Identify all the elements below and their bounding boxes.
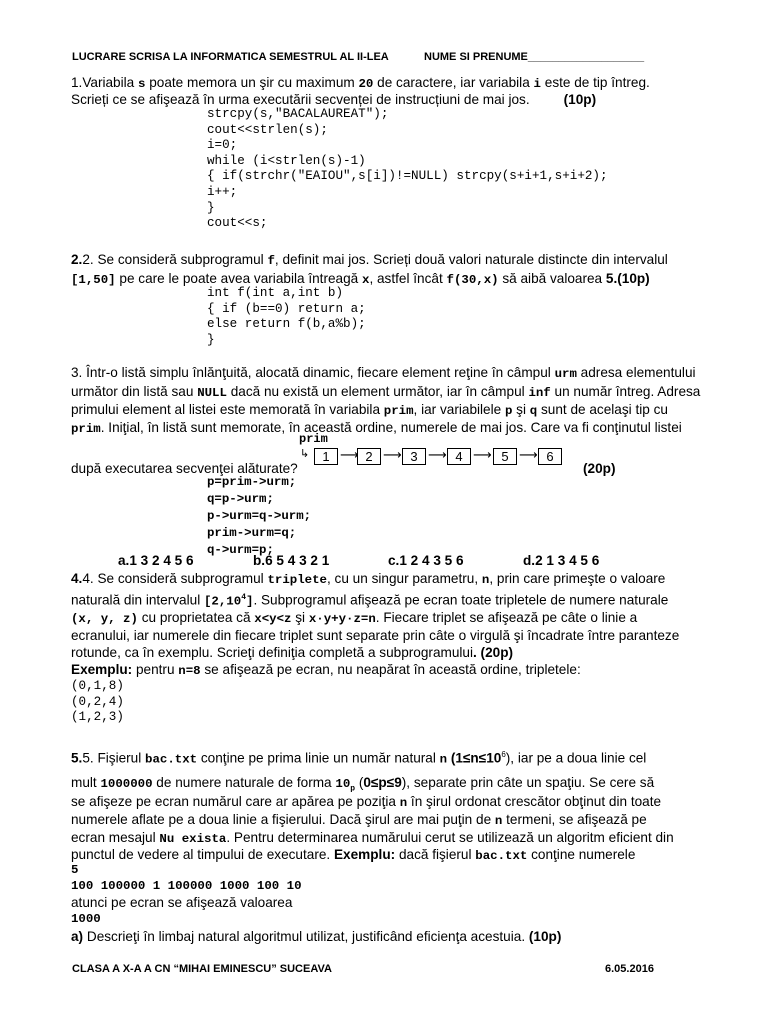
q5-line3: se afişeze pe ecran numărul care ar apărea pe poziţia n în şirul ordonat crescător obţinut din toate — [71, 794, 662, 810]
code-line: } — [207, 332, 215, 347]
q4-line2: naturală din intervalul [2,10$^4$]. Subprogramul afişează pe ecran toate tripletele de numere naturale — [71, 592, 669, 609]
q1-points: (10p) — [563, 92, 597, 107]
q3-line1: 3. Într-o listă simplu înlănţuită, alocată dinamic, fiecare element reţine în câmpul urm adresa elementului — [71, 365, 696, 381]
code-line: p=prim->urm; — [207, 475, 297, 489]
q1-code-block — [207, 107, 608, 232]
arrow-icon: ⟶ — [519, 448, 538, 463]
q5-line5: ecran mesajul Nu exista. Pentru determinarea numărului cerut se utilizează un algoritm eficient din — [71, 830, 674, 846]
arrow-icon: ⟶ — [383, 448, 402, 463]
q5-line7: atunci pe ecran se afişează valoarea — [71, 895, 293, 910]
name-field-label: NUME SI PRENUME___________________ — [424, 51, 645, 63]
footer-school: CLASA A X-A A CN “MIHAI EMINESCU” SUCEAVA — [72, 963, 332, 975]
code-line: int f(int a,int b) — [207, 286, 344, 300]
code-line: p->urm=q->urm; — [207, 509, 312, 523]
q5-line6: punctul de vedere al timpului de executare. Exemplu: dacă fişierul bac.txt conţine numerele — [71, 847, 636, 863]
arrow-icon: ⟶ — [473, 448, 492, 463]
q5-line4: numerele aflate pe a doua linie a fişierului. Dacă şirul are mai puţin de n termeni, se afişează pe — [71, 812, 647, 828]
q5-input-line2: 100 100000 1 100000 1000 100 10 — [71, 879, 302, 893]
footer-date: 6.05.2016 — [605, 963, 654, 975]
code-line: i++; — [207, 184, 238, 199]
answer-option-b: b.6 5 4 3 2 1 — [253, 553, 330, 568]
q3-line4: prim. Iniţial, în listă sunt memorate, în această ordine, numerele de mai jos. Care va fi conţinutul listei — [71, 420, 682, 436]
code-line: cout<<strlen(s); — [207, 122, 328, 137]
q1-line1: 1.Variabila s poate memora un şir cu maximum 20 de caractere, iar variabila i este de tip întreg. — [71, 75, 650, 91]
list-node: 2 — [357, 448, 381, 465]
q2-line2: [1,50] pe care le poate avea variabila întreagă x, astfel încât f(30,x) să aibă valoarea 5.(10p) — [71, 271, 650, 287]
q4-line5: rotunde, ca în exemplu. Scrieţi definiţia completă a subprogramului. (20p) — [71, 645, 514, 660]
answer-option-c: c.1 2 4 3 5 6 — [388, 553, 464, 568]
code-line: { if(strchr("EAIOU",s[i])!=NULL) strcpy(s+i+1,s+i+2); — [207, 169, 608, 184]
q4-example-line: Exemplu: pentru n=8 se afişează pe ecran, nu neapărat în această ordine, tripletele: — [71, 662, 581, 678]
q3-line3: primului element al listei este memorată în variabila prim, iar variabilele p şi q sunt de acelaşi tip cu — [71, 402, 668, 418]
answer-option-a: a.1 3 2 4 5 6 — [118, 553, 194, 568]
q5-part-a: a) Descrieţi în limbaj natural algoritmul utilizat, justificând eficienţa acestuia. (10p) — [71, 929, 562, 944]
exam-title: LUCRARE SCRISA LA INFORMATICA SEMESTRUL AL II-LEA — [72, 51, 389, 63]
q5-line1: 5.5. Fişierul bac.txt conţine pe prima linie un număr natural n $(1\le n\le 10^6)$, iar pe a doua linie cel — [71, 750, 647, 767]
code-line: } — [207, 200, 215, 215]
q4-line4: ecranului, iar numerele din fiecare triplet sunt separate prin câte o virgulă şi încadrate între paranteze — [71, 628, 680, 643]
code-line: else return f(b,a%b); — [207, 317, 366, 332]
q3-code-block — [207, 474, 311, 559]
triplet-line: (0,2,4) — [71, 694, 124, 709]
list-head-pointer: ↳ — [300, 448, 310, 460]
list-node: 3 — [402, 448, 426, 465]
list-node: 1 — [314, 448, 338, 465]
q5-line2: mult 1000000 de numere naturale de forma $10_p$ (0≤p≤9), separate prin câte un spaţiu. Se cere să — [71, 775, 655, 794]
q2-line1: 2.2. Se consideră subprogramul f, definit mai jos. Scrieți două valori naturale distincte din intervalul — [71, 252, 668, 268]
triplet-line: (1,2,3) — [71, 710, 124, 725]
code-line: { if (b==0) return a; — [207, 301, 366, 316]
q3-points: (20p) — [583, 461, 616, 476]
code-line: prim->urm=q; — [207, 526, 297, 540]
list-node: 6 — [538, 448, 562, 465]
list-head-label: prim — [299, 432, 328, 446]
code-line: while (i<strlen(s)-1) — [207, 153, 366, 168]
answer-option-d: d.2 1 3 4 5 6 — [523, 553, 600, 568]
arrow-icon: ⟶ — [340, 448, 359, 463]
q3-line2: următor din listă sau NULL dacă nu există un element următor, iar în câmpul inf un număr întreg. Adresa — [71, 384, 701, 400]
q5-input-line1: 5 — [71, 863, 79, 877]
q4-line1: 4.4. Se consideră subprogramul triplete, cu un singur parametru, n, prin care primeşte o valoare — [71, 571, 666, 587]
q3-line5: după executarea secvenţei alăturate? — [71, 461, 298, 476]
q4-triplets — [71, 679, 124, 726]
q2-code-block — [207, 286, 366, 348]
q4-line3: (x, y, z) cu proprietatea că x<y<z şi x·y+y·z=n. Fiecare triplet se afişează pe câte o linie a — [71, 610, 638, 626]
arrow-icon: ⟶ — [428, 448, 447, 463]
code-line: i=0; — [207, 138, 238, 153]
list-node: 5 — [493, 448, 517, 465]
code-line: q->urm=p; — [207, 543, 274, 557]
list-node: 4 — [447, 448, 471, 465]
code-line: q=p->urm; — [207, 492, 274, 506]
triplet-line: (0,1,8) — [71, 679, 124, 693]
q1-line2: Scrieți ce se afişează în urma executării secvenței de instrucțiuni de mai jos. (10p) — [71, 92, 597, 107]
code-line: strcpy(s,"BACALAUREAT"); — [207, 107, 389, 121]
q5-output: 1000 — [71, 912, 101, 926]
code-line: cout<<s; — [207, 216, 268, 231]
